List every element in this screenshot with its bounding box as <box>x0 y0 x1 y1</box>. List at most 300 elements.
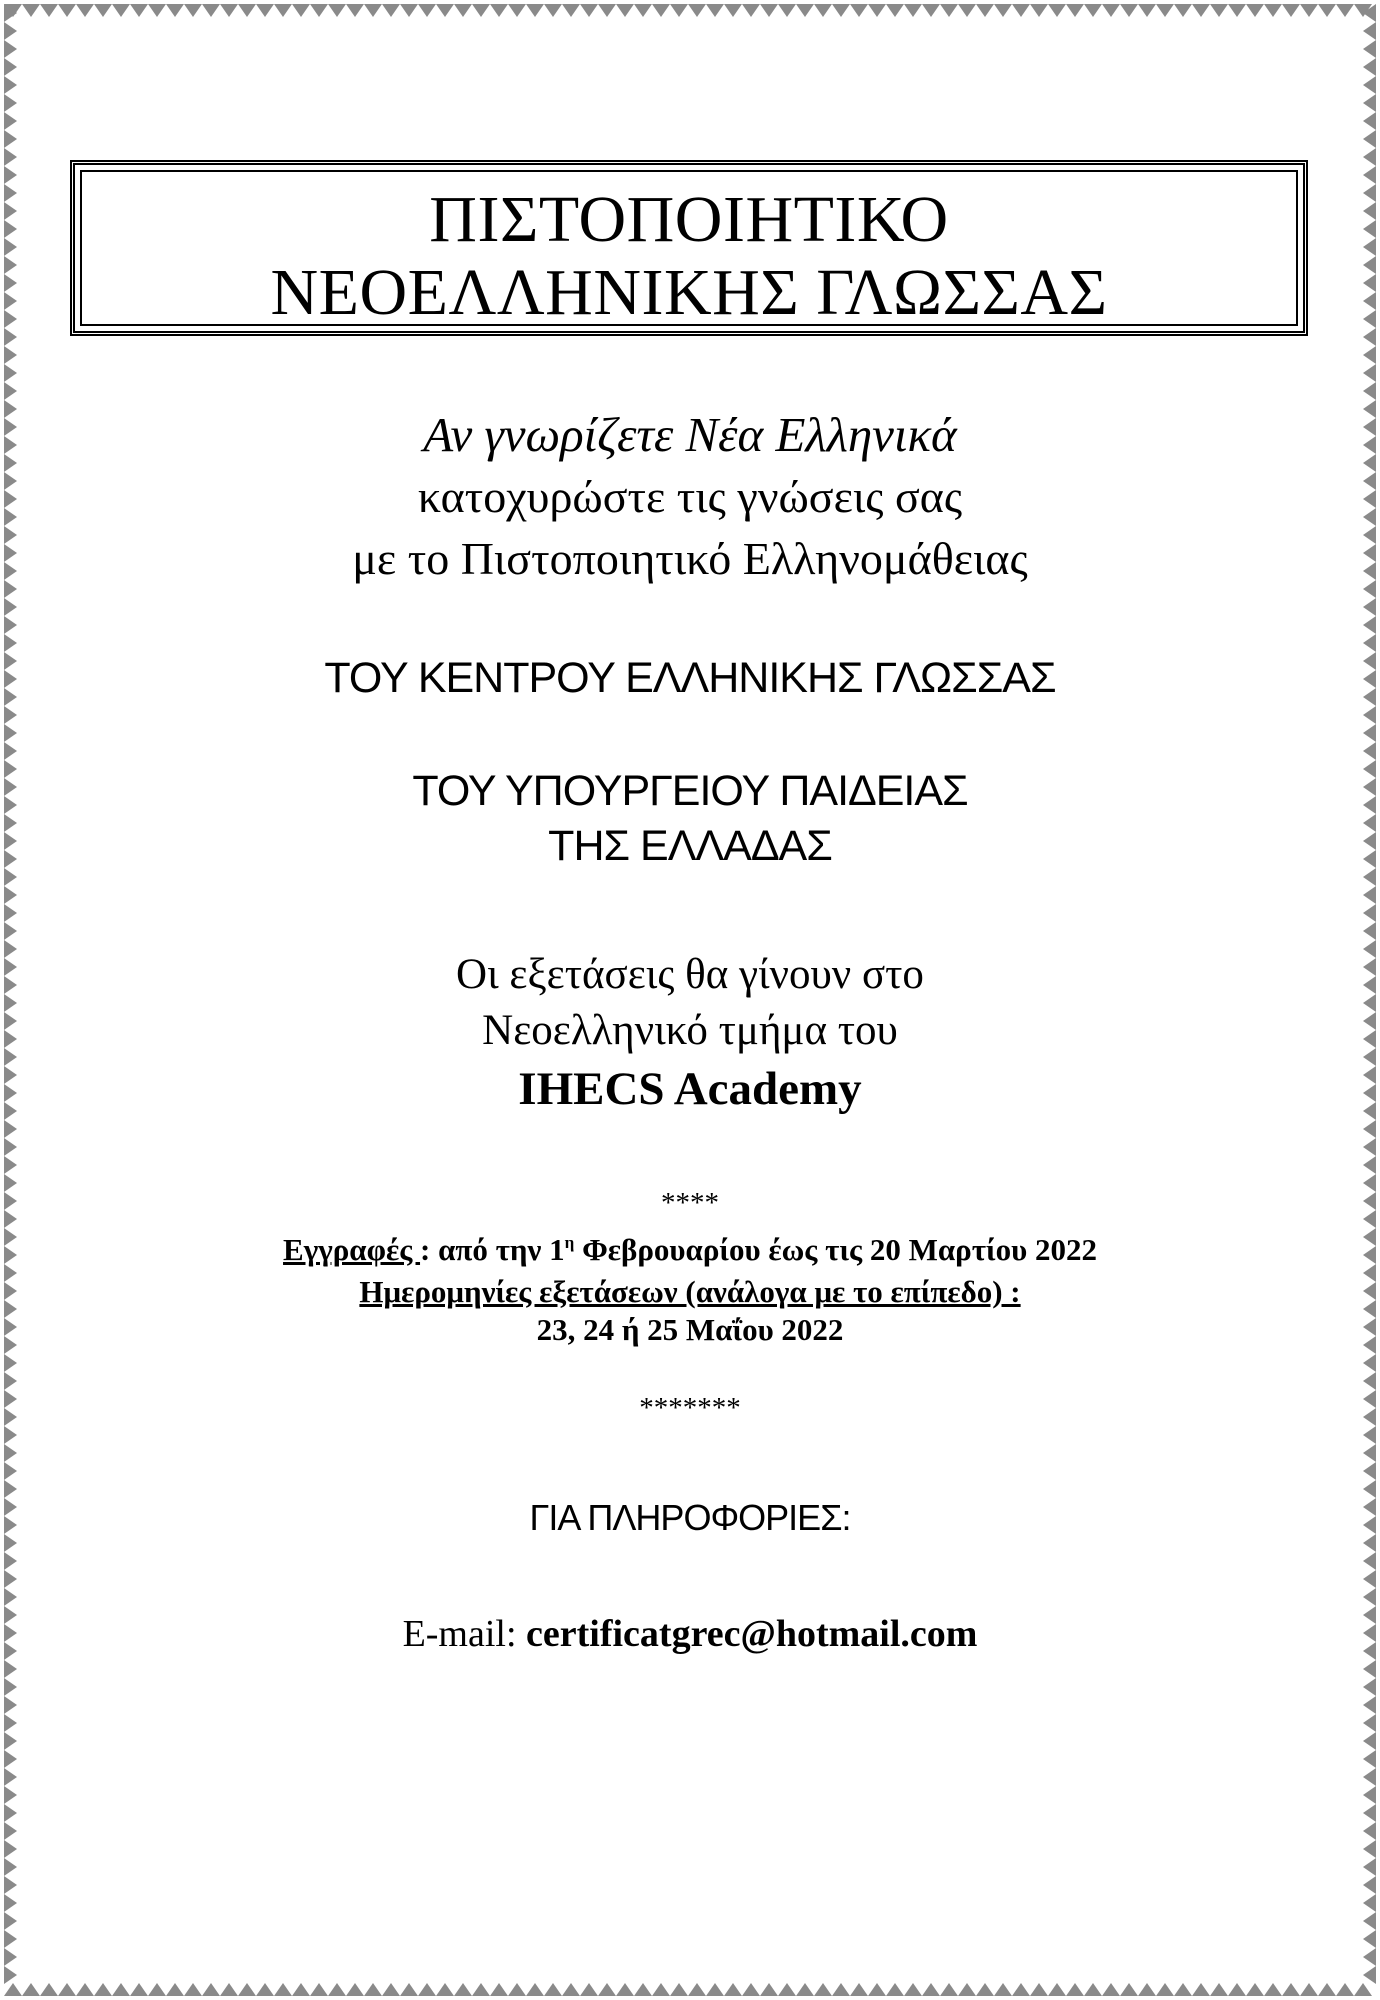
border-triangle <box>4 1750 17 1768</box>
border-triangle <box>1363 1966 1376 1984</box>
border-triangle <box>1363 1840 1376 1858</box>
border-triangle <box>1363 1480 1376 1498</box>
border-triangle <box>274 1983 292 1996</box>
border-triangle <box>1363 40 1376 58</box>
border-triangle <box>1030 1983 1048 1996</box>
border-triangle <box>562 1983 580 1996</box>
border-triangle <box>1363 94 1376 112</box>
border-triangle <box>4 1264 17 1282</box>
border-triangle <box>580 4 598 17</box>
border-triangle <box>1363 274 1376 292</box>
border-triangle <box>652 1983 670 1996</box>
border-triangle <box>58 4 76 17</box>
border-triangle <box>4 1138 17 1156</box>
border-triangle <box>4 814 17 832</box>
border-triangle <box>1174 4 1192 17</box>
border-triangle <box>904 4 922 17</box>
border-triangle <box>1363 436 1376 454</box>
border-triangle <box>706 4 724 17</box>
border-triangle <box>22 1983 40 1996</box>
border-triangle <box>4 652 17 670</box>
border-triangle <box>166 4 184 17</box>
border-triangle <box>4 1732 17 1750</box>
border-triangle <box>940 1983 958 1996</box>
border-triangle <box>4 940 17 958</box>
border-triangle <box>1363 904 1376 922</box>
border-triangle <box>4 220 17 238</box>
border-triangle <box>472 1983 490 1996</box>
border-triangle <box>1363 1462 1376 1480</box>
border-triangle <box>184 1983 202 1996</box>
border-triangle <box>1363 1048 1376 1066</box>
border-triangle <box>4 670 17 688</box>
border-triangle <box>562 4 580 17</box>
border-triangle <box>1363 130 1376 148</box>
border-triangle <box>4 1174 17 1192</box>
border-triangle <box>1174 1983 1192 1996</box>
border-triangle <box>4 166 17 184</box>
border-triangle <box>4 1768 17 1786</box>
border-triangle <box>1138 1983 1156 1996</box>
ministry-line-1: ΤΟΥ ΥΠΟΥΡΓΕΙΟΥ ΠΑΙΔΕΙΑΣ <box>412 767 968 815</box>
border-triangle <box>4 112 17 130</box>
border-triangle <box>1318 4 1336 17</box>
border-triangle <box>1363 1372 1376 1390</box>
border-triangle <box>1363 310 1376 328</box>
border-triangle <box>238 1983 256 1996</box>
border-triangle <box>1363 1084 1376 1102</box>
border-triangle <box>868 1983 886 1996</box>
border-triangle <box>4 1983 22 1996</box>
email-address[interactable]: certificatgrec@hotmail.com <box>526 1613 978 1655</box>
border-triangle <box>976 1983 994 1996</box>
stars-separator-1: **** <box>661 1187 719 1219</box>
border-triangle <box>4 1246 17 1264</box>
border-triangle <box>796 4 814 17</box>
border-triangle <box>1363 58 1376 76</box>
border-triangle <box>1363 454 1376 472</box>
border-triangle <box>1030 4 1048 17</box>
border-triangle <box>616 1983 634 1996</box>
border-triangle <box>4 1642 17 1660</box>
border-triangle <box>400 4 418 17</box>
border-triangle <box>4 1084 17 1102</box>
exam-dates: 23, 24 ή 25 Μαΐου 2022 <box>536 1312 844 1347</box>
border-triangle <box>4 1894 17 1912</box>
border-triangle <box>4 346 17 364</box>
border-triangle <box>526 1983 544 1996</box>
border-triangle <box>1363 1534 1376 1552</box>
border-triangle <box>1363 940 1376 958</box>
border-triangle <box>4 796 17 814</box>
border-triangle <box>292 4 310 17</box>
registration-text-b: Φεβρουαρίου έως τις 20 Μαρτίου 2022 <box>574 1232 1097 1267</box>
border-triangle <box>4 256 17 274</box>
border-triangle <box>544 1983 562 1996</box>
border-triangle <box>1300 1983 1318 1996</box>
border-triangle <box>4 1192 17 1210</box>
border-triangle <box>94 1983 112 1996</box>
border-triangle <box>1084 4 1102 17</box>
border-triangle <box>508 1983 526 1996</box>
border-triangle <box>1363 976 1376 994</box>
border-triangle <box>4 1534 17 1552</box>
border-triangle <box>4 1156 17 1174</box>
border-triangle <box>1363 346 1376 364</box>
border-triangle <box>850 4 868 17</box>
border-triangle <box>4 544 17 562</box>
border-triangle <box>4 958 17 976</box>
border-triangle <box>4 1372 17 1390</box>
border-triangle <box>1363 1570 1376 1588</box>
border-triangle <box>1363 1138 1376 1156</box>
border-triangle <box>742 4 760 17</box>
border-triangle <box>652 4 670 17</box>
border-triangle <box>1363 796 1376 814</box>
border-triangle <box>4 1390 17 1408</box>
border-triangle <box>1363 1714 1376 1732</box>
border-triangle <box>922 4 940 17</box>
border-triangle <box>4 1228 17 1246</box>
border-triangle <box>580 1983 598 1996</box>
border-triangle <box>1363 256 1376 274</box>
border-triangle <box>346 1983 364 1996</box>
border-triangle <box>832 1983 850 1996</box>
border-triangle <box>4 1066 17 1084</box>
border-triangle <box>1066 4 1084 17</box>
border-triangle <box>1363 1102 1376 1120</box>
border-triangle <box>4 526 17 544</box>
border-triangle <box>328 4 346 17</box>
border-triangle <box>4 1786 17 1804</box>
border-triangle <box>1363 1354 1376 1372</box>
border-triangle <box>4 382 17 400</box>
border-triangle <box>760 1983 778 1996</box>
border-triangle <box>1363 490 1376 508</box>
border-triangle <box>1264 1983 1282 1996</box>
border-triangle <box>1363 1642 1376 1660</box>
border-triangle <box>1228 1983 1246 1996</box>
border-triangle <box>4 184 17 202</box>
border-triangle <box>724 1983 742 1996</box>
border-triangle <box>4 1822 17 1840</box>
border-triangle <box>1363 1606 1376 1624</box>
border-triangle <box>4 904 17 922</box>
border-triangle <box>4 1210 17 1228</box>
border-triangle <box>4 994 17 1012</box>
border-triangle <box>4 1120 17 1138</box>
border-triangle <box>4 868 17 886</box>
border-triangle <box>1363 328 1376 346</box>
border-triangle <box>4 1570 17 1588</box>
border-triangle <box>4 616 17 634</box>
border-triangle <box>454 4 472 17</box>
border-triangle <box>4 202 17 220</box>
border-triangle <box>1363 1678 1376 1696</box>
border-triangle <box>4 1444 17 1462</box>
border-triangle <box>436 1983 454 1996</box>
border-triangle <box>418 1983 436 1996</box>
border-triangle <box>4 1912 17 1930</box>
border-triangle <box>4 490 17 508</box>
border-triangle <box>76 1983 94 1996</box>
exam-location-line-1: Οι εξετάσεις θα γίνουν στο <box>456 951 924 998</box>
border-triangle <box>1264 4 1282 17</box>
border-triangle <box>1363 1786 1376 1804</box>
border-triangle <box>1363 886 1376 904</box>
border-triangle <box>1363 76 1376 94</box>
border-triangle <box>4 1552 17 1570</box>
border-triangle <box>1363 1012 1376 1030</box>
border-triangle <box>4 1696 17 1714</box>
border-triangle <box>1363 1696 1376 1714</box>
border-triangle <box>1363 400 1376 418</box>
border-triangle <box>1363 1228 1376 1246</box>
border-triangle <box>1363 1876 1376 1894</box>
border-triangle <box>220 1983 238 1996</box>
border-triangle <box>4 724 17 742</box>
border-triangle <box>1246 1983 1264 1996</box>
border-triangle <box>1363 1318 1376 1336</box>
border-triangle <box>1363 202 1376 220</box>
border-triangle <box>1363 652 1376 670</box>
border-triangle <box>4 598 17 616</box>
border-triangle <box>4 1660 17 1678</box>
border-triangle <box>1363 1246 1376 1264</box>
border-triangle <box>1192 1983 1210 1996</box>
border-triangle <box>1363 1300 1376 1318</box>
border-triangle <box>1228 4 1246 17</box>
border-triangle <box>1363 724 1376 742</box>
border-triangle <box>364 4 382 17</box>
border-triangle <box>202 1983 220 1996</box>
border-triangle <box>4 40 17 58</box>
border-triangle <box>4 76 17 94</box>
border-triangle <box>994 4 1012 17</box>
border-triangle <box>1363 22 1376 40</box>
border-triangle <box>490 4 508 17</box>
border-triangle <box>1363 958 1376 976</box>
border-triangle <box>4 1714 17 1732</box>
border-triangle <box>4 634 17 652</box>
border-triangle <box>4 1030 17 1048</box>
border-triangle <box>1102 4 1120 17</box>
border-triangle <box>1012 4 1030 17</box>
border-triangle <box>130 4 148 17</box>
border-triangle <box>616 4 634 17</box>
border-triangle <box>1363 1930 1376 1948</box>
academy-name: IHECS Academy <box>518 1063 862 1115</box>
border-triangle <box>4 886 17 904</box>
border-triangle <box>256 4 274 17</box>
border-triangle <box>40 4 58 17</box>
border-triangle <box>886 4 904 17</box>
border-triangle <box>1363 1444 1376 1462</box>
border-triangle <box>4 1462 17 1480</box>
email-label: E-mail: <box>402 1613 527 1655</box>
border-triangle <box>958 1983 976 1996</box>
border-triangle <box>418 4 436 17</box>
border-triangle <box>166 1983 184 1996</box>
border-triangle <box>742 1983 760 1996</box>
intro-line-3: με το Πιστοποιητικό Ελληνομάθειας <box>352 533 1028 584</box>
border-triangle <box>688 4 706 17</box>
border-triangle <box>40 1983 58 1996</box>
border-triangle <box>1156 1983 1174 1996</box>
border-triangle <box>832 4 850 17</box>
border-triangle <box>1363 238 1376 256</box>
border-triangle <box>706 1983 724 1996</box>
border-triangle <box>184 4 202 17</box>
border-triangle <box>4 364 17 382</box>
border-triangle <box>220 4 238 17</box>
border-triangle <box>436 4 454 17</box>
border-triangle <box>4 148 17 166</box>
border-triangle <box>1363 994 1376 1012</box>
border-triangle <box>1363 850 1376 868</box>
border-triangle <box>1363 544 1376 562</box>
intro-italic: Αν γνωρίζετε Νέα Ελληνικά <box>423 407 957 462</box>
border-triangle <box>1282 1983 1300 1996</box>
border-triangle <box>1363 1912 1376 1930</box>
border-triangle <box>238 4 256 17</box>
border-triangle <box>364 1983 382 1996</box>
border-triangle <box>1066 1983 1084 1996</box>
border-triangle <box>922 1983 940 1996</box>
border-triangle <box>526 4 544 17</box>
center-heading: ΤΟΥ ΚΕΝΤΡΟΥ ΕΛΛΗΝΙΚΗΣ ΓΛΩΣΣΑΣ <box>324 654 1056 702</box>
border-triangle <box>4 1588 17 1606</box>
border-triangle <box>1318 1983 1336 1996</box>
border-triangle <box>1363 418 1376 436</box>
border-triangle <box>4 310 17 328</box>
border-triangle <box>1363 778 1376 796</box>
border-triangle <box>1138 4 1156 17</box>
title-line-2: ΝΕΟΕΛΛΗΝΙΚΗΣ ΓΛΩΣΣΑΣ <box>270 256 1108 329</box>
border-triangle <box>490 1983 508 1996</box>
border-triangle <box>1120 1983 1138 1996</box>
border-triangle <box>382 1983 400 1996</box>
border-triangle <box>1363 184 1376 202</box>
border-triangle <box>4 580 17 598</box>
border-triangle <box>4 1336 17 1354</box>
border-triangle <box>112 1983 130 1996</box>
border-triangle <box>4 706 17 724</box>
border-triangle <box>4 1048 17 1066</box>
border-triangle <box>4 274 17 292</box>
border-triangle <box>148 4 166 17</box>
registration-label: Εγγραφές <box>283 1232 421 1267</box>
border-triangle <box>1363 1858 1376 1876</box>
border-triangle <box>1363 1552 1376 1570</box>
border-triangle <box>598 4 616 17</box>
border-triangle <box>1363 670 1376 688</box>
border-triangle <box>4 292 17 310</box>
border-triangle <box>256 1983 274 1996</box>
border-triangle <box>4 922 17 940</box>
border-triangle <box>508 4 526 17</box>
border-triangle <box>634 1983 652 1996</box>
border-triangle <box>4 1948 17 1966</box>
border-triangle <box>1363 1066 1376 1084</box>
border-triangle <box>1336 4 1354 17</box>
border-triangle <box>670 4 688 17</box>
border-triangle <box>1363 1120 1376 1138</box>
registration-text-a: : από την 1 <box>420 1232 565 1267</box>
border-triangle <box>1336 1983 1354 1996</box>
border-triangle <box>4 1408 17 1426</box>
border-triangle <box>1210 4 1228 17</box>
title-box <box>70 160 1308 336</box>
border-triangle <box>310 1983 328 1996</box>
border-triangle <box>4 1426 17 1444</box>
border-triangle <box>1363 472 1376 490</box>
border-triangle <box>904 1983 922 1996</box>
border-triangle <box>1363 1426 1376 1444</box>
border-triangle <box>1363 1156 1376 1174</box>
border-triangle <box>4 22 17 40</box>
border-triangle <box>1363 1822 1376 1840</box>
border-triangle <box>1363 814 1376 832</box>
border-triangle <box>382 4 400 17</box>
border-triangle <box>1363 1264 1376 1282</box>
border-triangle <box>1363 166 1376 184</box>
border-triangle <box>814 4 832 17</box>
border-triangle <box>1048 1983 1066 1996</box>
border-triangle <box>1102 1983 1120 1996</box>
border-triangle <box>1363 1408 1376 1426</box>
border-triangle <box>1363 1624 1376 1642</box>
border-triangle <box>850 1983 868 1996</box>
border-triangle <box>1300 4 1318 17</box>
email-line <box>32 1612 1348 1656</box>
border-triangle <box>1363 1174 1376 1192</box>
page-content <box>32 32 1348 1968</box>
border-triangle <box>1363 742 1376 760</box>
border-triangle <box>1246 4 1264 17</box>
intro-line-2: κατοχυρώστε τις γνώσεις σας <box>417 471 963 522</box>
border-triangle <box>4 832 17 850</box>
border-triangle <box>202 4 220 17</box>
border-triangle <box>778 4 796 17</box>
border-triangle <box>1363 562 1376 580</box>
border-triangle <box>4 1282 17 1300</box>
border-triangle <box>4 1012 17 1030</box>
border-triangle <box>1192 4 1210 17</box>
border-triangle <box>4 1498 17 1516</box>
border-triangle <box>4 400 17 418</box>
border-triangle <box>1363 1336 1376 1354</box>
border-triangle <box>1363 1948 1376 1966</box>
border-triangle <box>1363 220 1376 238</box>
border-triangle <box>4 1966 17 1984</box>
border-triangle <box>1363 1390 1376 1408</box>
registration-line <box>32 1232 1348 1268</box>
border-triangle <box>1363 1210 1376 1228</box>
border-triangle <box>148 1983 166 1996</box>
border-triangle <box>1363 634 1376 652</box>
border-triangle <box>4 742 17 760</box>
border-triangle <box>1363 760 1376 778</box>
border-triangle <box>1363 688 1376 706</box>
border-triangle <box>1363 364 1376 382</box>
border-triangle <box>4 418 17 436</box>
border-triangle <box>1363 292 1376 310</box>
border-triangle <box>4 94 17 112</box>
border-triangle <box>634 4 652 17</box>
border-triangle <box>1363 832 1376 850</box>
border-triangle <box>1012 1983 1030 1996</box>
